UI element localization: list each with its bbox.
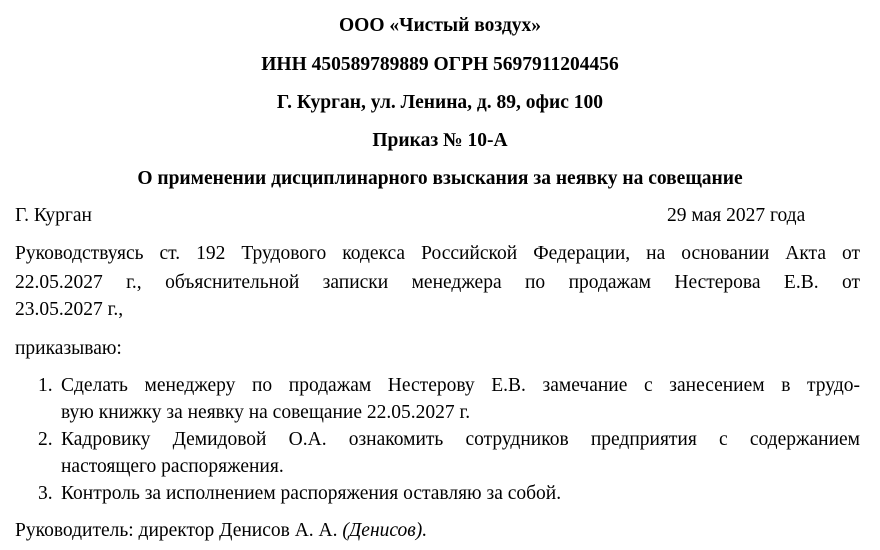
list-item-line: Кадровику Демидовой О.А. ознакомить сотрудников предприятия с содержанием <box>61 429 860 450</box>
list-item-number: 3. <box>38 483 53 504</box>
list-item-number: 2. <box>38 429 53 450</box>
order-subject: О применении дисциплинарного взыскания за неявку на совещание <box>137 168 743 189</box>
order-title: Приказ № 10-А <box>372 130 508 151</box>
order-place: Г. Курган <box>15 205 92 226</box>
order-word: приказываю: <box>15 338 122 359</box>
company-address: Г. Курган, ул. Ленина, д. 89, офис 100 <box>276 92 604 113</box>
list-item-line: настоящего распоряжения. <box>61 456 284 477</box>
signature-line <box>15 520 427 542</box>
order-date: 29 мая 2027 года <box>667 205 806 226</box>
list-item-line: Контроль за исполнением распоряжения оставляю за собой. <box>61 483 562 504</box>
list-item-line: вую книжку за неявку на совещание 22.05.2027 г. <box>61 402 471 423</box>
company-name: ООО «Чистый воздух» <box>339 15 541 36</box>
preamble-line-1: Руководствуясь ст. 192 Трудового кодекса Российской Федерации, на основании Акта от <box>15 243 860 264</box>
preamble-line-3: 23.05.2027 г., <box>15 299 124 320</box>
list-item-number: 1. <box>38 375 53 396</box>
signature-name: (Денисов). <box>342 520 428 541</box>
list-item-line: Сделать менеджеру по продажам Нестерову Е.В. замечание с занесением в трудо- <box>61 375 860 396</box>
company-registration: ИНН 450589789889 ОГРН 5697911204456 <box>261 54 619 75</box>
preamble-line-2: 22.05.2027 г., объяснительной записки менеджера по продажам Нестерова Е.В. от <box>15 272 860 293</box>
signature-label: Руководитель: директор Денисов А. А. <box>15 520 338 541</box>
